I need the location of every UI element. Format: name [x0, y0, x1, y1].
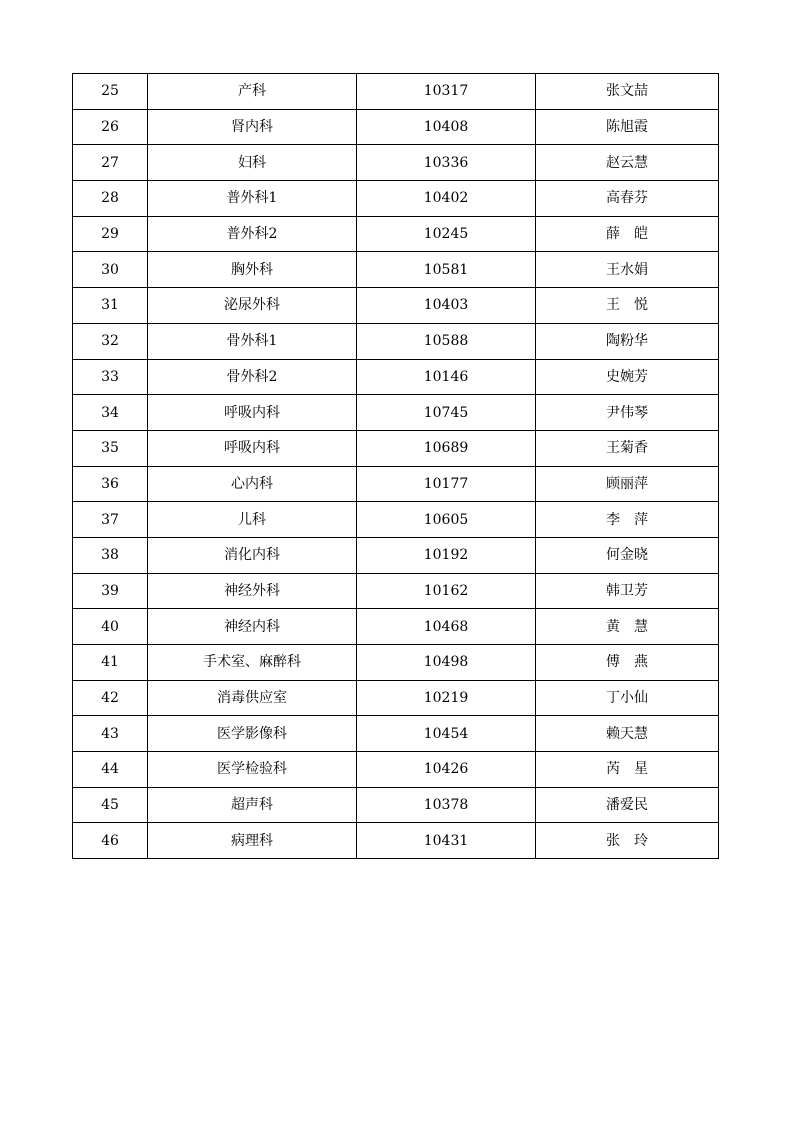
seq-cell: 34	[73, 395, 148, 431]
staff-id-cell: 10431	[357, 823, 536, 859]
table-row	[73, 787, 719, 823]
staff-id-cell: 10162	[357, 573, 536, 609]
staff-name-cell: 李 萍	[536, 502, 719, 538]
staff-name-cell: 薛 皑	[536, 216, 719, 252]
seq-cell: 25	[73, 74, 148, 110]
seq-cell: 41	[73, 645, 148, 681]
seq-cell: 27	[73, 145, 148, 181]
staff-id-cell: 10581	[357, 252, 536, 288]
staff-id-cell: 10408	[357, 109, 536, 145]
table-row	[73, 823, 719, 859]
staff-name-cell: 傅 燕	[536, 645, 719, 681]
table-row	[73, 752, 719, 788]
table-row	[73, 537, 719, 573]
seq-cell: 37	[73, 502, 148, 538]
staff-name-cell: 尹伟琴	[536, 395, 719, 431]
department-cell: 普外科1	[148, 181, 357, 217]
table-row	[73, 680, 719, 716]
seq-cell: 45	[73, 787, 148, 823]
seq-cell: 40	[73, 609, 148, 645]
staff-id-cell: 10403	[357, 288, 536, 324]
department-cell: 肾内科	[148, 109, 357, 145]
department-cell: 骨外科1	[148, 323, 357, 359]
department-cell: 神经外科	[148, 573, 357, 609]
department-cell: 呼吸内科	[148, 395, 357, 431]
staff-id-cell: 10192	[357, 537, 536, 573]
staff-name-cell: 黄 慧	[536, 609, 719, 645]
staff-name-cell: 丁小仙	[536, 680, 719, 716]
staff-id-cell: 10245	[357, 216, 536, 252]
staff-name-cell: 王 悦	[536, 288, 719, 324]
staff-name-cell: 王水娟	[536, 252, 719, 288]
seq-cell: 29	[73, 216, 148, 252]
staff-id-cell: 10498	[357, 645, 536, 681]
staff-id-cell: 10177	[357, 466, 536, 502]
staff-id-cell: 10378	[357, 787, 536, 823]
table-row	[73, 145, 719, 181]
staff-name-cell: 张文喆	[536, 74, 719, 110]
department-cell: 神经内科	[148, 609, 357, 645]
staff-id-cell: 10745	[357, 395, 536, 431]
staff-name-cell: 史婉芳	[536, 359, 719, 395]
staff-id-cell: 10336	[357, 145, 536, 181]
table-row	[73, 502, 719, 538]
table-row	[73, 573, 719, 609]
staff-table-body	[73, 74, 719, 859]
department-cell: 手术室、麻醉科	[148, 645, 357, 681]
department-cell: 病理科	[148, 823, 357, 859]
staff-name-cell: 赵云慧	[536, 145, 719, 181]
staff-id-cell: 10588	[357, 323, 536, 359]
staff-name-cell: 张 玲	[536, 823, 719, 859]
department-cell: 儿科	[148, 502, 357, 538]
staff-name-cell: 韩卫芳	[536, 573, 719, 609]
staff-name-cell: 陈旭霞	[536, 109, 719, 145]
seq-cell: 43	[73, 716, 148, 752]
department-cell: 心内科	[148, 466, 357, 502]
table-row	[73, 466, 719, 502]
table-row	[73, 288, 719, 324]
table-row	[73, 359, 719, 395]
seq-cell: 38	[73, 537, 148, 573]
department-cell: 消毒供应室	[148, 680, 357, 716]
staff-id-cell: 10468	[357, 609, 536, 645]
seq-cell: 46	[73, 823, 148, 859]
seq-cell: 32	[73, 323, 148, 359]
staff-name-cell: 顾丽萍	[536, 466, 719, 502]
table-row	[73, 716, 719, 752]
seq-cell: 36	[73, 466, 148, 502]
table-row	[73, 181, 719, 217]
staff-name-cell: 陶粉华	[536, 323, 719, 359]
table-row	[73, 430, 719, 466]
seq-cell: 42	[73, 680, 148, 716]
table-row	[73, 323, 719, 359]
seq-cell: 28	[73, 181, 148, 217]
seq-cell: 44	[73, 752, 148, 788]
department-cell: 产科	[148, 74, 357, 110]
table-row	[73, 216, 719, 252]
department-cell: 消化内科	[148, 537, 357, 573]
department-cell: 骨外科2	[148, 359, 357, 395]
seq-cell: 30	[73, 252, 148, 288]
seq-cell: 31	[73, 288, 148, 324]
table-row	[73, 609, 719, 645]
table-row	[73, 645, 719, 681]
staff-id-cell: 10219	[357, 680, 536, 716]
table-row	[73, 74, 719, 110]
department-cell: 医学影像科	[148, 716, 357, 752]
staff-name-cell: 王菊香	[536, 430, 719, 466]
staff-table	[72, 73, 719, 859]
staff-id-cell: 10402	[357, 181, 536, 217]
seq-cell: 39	[73, 573, 148, 609]
staff-name-cell: 高春芬	[536, 181, 719, 217]
staff-name-cell: 潘爱民	[536, 787, 719, 823]
staff-id-cell: 10317	[357, 74, 536, 110]
staff-id-cell: 10689	[357, 430, 536, 466]
staff-id-cell: 10426	[357, 752, 536, 788]
department-cell: 呼吸内科	[148, 430, 357, 466]
department-cell: 普外科2	[148, 216, 357, 252]
seq-cell: 35	[73, 430, 148, 466]
table-row	[73, 252, 719, 288]
department-cell: 泌尿外科	[148, 288, 357, 324]
staff-name-cell: 芮 星	[536, 752, 719, 788]
seq-cell: 26	[73, 109, 148, 145]
staff-id-cell: 10605	[357, 502, 536, 538]
staff-id-cell: 10454	[357, 716, 536, 752]
staff-name-cell: 赖天慧	[536, 716, 719, 752]
table-row	[73, 109, 719, 145]
department-cell: 超声科	[148, 787, 357, 823]
staff-id-cell: 10146	[357, 359, 536, 395]
seq-cell: 33	[73, 359, 148, 395]
department-cell: 妇科	[148, 145, 357, 181]
department-cell: 医学检验科	[148, 752, 357, 788]
department-cell: 胸外科	[148, 252, 357, 288]
table-row	[73, 395, 719, 431]
staff-name-cell: 何金晓	[536, 537, 719, 573]
